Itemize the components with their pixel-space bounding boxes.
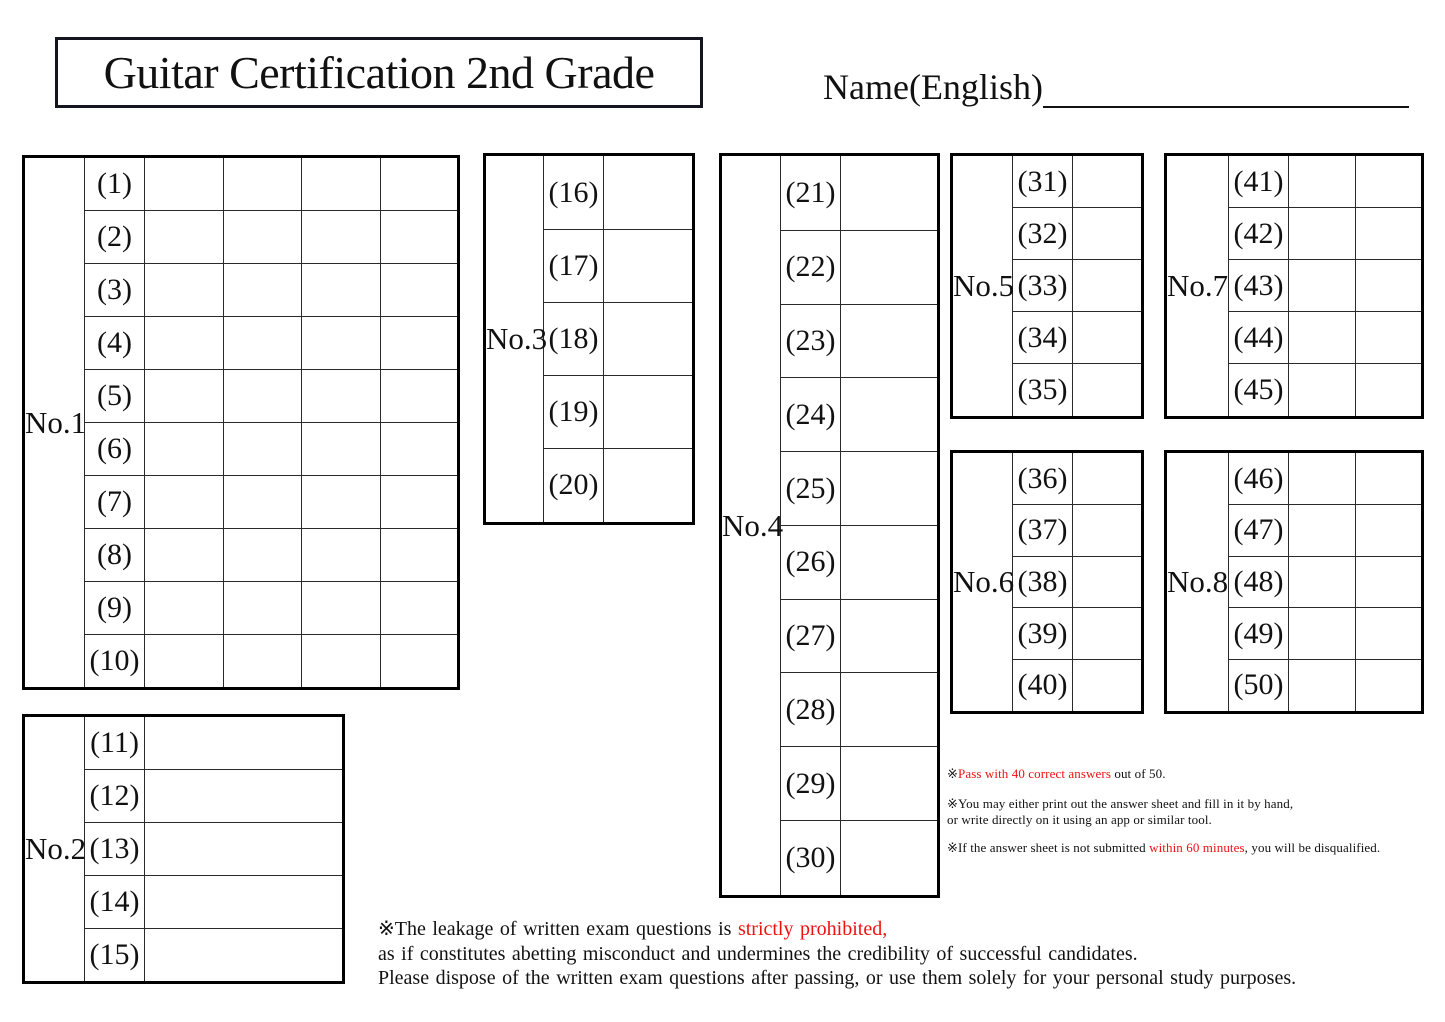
- question-number: (22): [781, 230, 841, 304]
- question-number: (33): [1013, 260, 1073, 312]
- answer-cell[interactable]: [302, 528, 381, 581]
- answer-cell[interactable]: [841, 599, 939, 673]
- name-input-line[interactable]: [1043, 72, 1409, 108]
- question-number: (8): [85, 528, 145, 581]
- answer-cell[interactable]: [841, 304, 939, 378]
- answer-cell[interactable]: [841, 155, 939, 231]
- answer-cell[interactable]: [302, 581, 381, 634]
- question-number: (42): [1229, 208, 1289, 260]
- answer-cell[interactable]: [604, 303, 694, 376]
- answer-cell[interactable]: [223, 264, 302, 317]
- note-fill-line1: ※You may either print out the answer sheet and fill in it by hand,: [947, 796, 1294, 811]
- answer-cell[interactable]: [145, 634, 224, 688]
- footer-line1: [378, 917, 1296, 942]
- question-number: (1): [85, 157, 145, 211]
- question-number: (10): [85, 634, 145, 688]
- answer-cell[interactable]: [145, 928, 344, 982]
- question-number: (16): [544, 155, 604, 230]
- note-time-prefix: ※If the answer sheet is not submitted: [947, 840, 1150, 855]
- answer-cell[interactable]: [1356, 608, 1423, 660]
- answer-grid: [1164, 153, 1424, 419]
- answer-cell[interactable]: [302, 157, 381, 211]
- footer-line2: as if constitutes abetting misconduct and undermines the credibility of successful candidates.: [378, 942, 1138, 965]
- answer-table-no3: [483, 153, 695, 525]
- answer-cell[interactable]: [1289, 556, 1356, 608]
- answer-cell[interactable]: [1289, 505, 1356, 557]
- question-number: (45): [1229, 364, 1289, 418]
- note-fill-line2: or write directly on it using an app or similar tool.: [947, 811, 1212, 827]
- table-label: No.8: [1166, 452, 1229, 713]
- answer-cell[interactable]: [145, 770, 344, 823]
- answer-cell[interactable]: [1356, 155, 1423, 208]
- answer-grid: [950, 153, 1144, 419]
- answer-cell[interactable]: [223, 422, 302, 475]
- answer-cell[interactable]: [1289, 208, 1356, 260]
- answer-cell[interactable]: [380, 581, 459, 634]
- answer-cell[interactable]: [223, 475, 302, 528]
- answer-cell[interactable]: [1356, 452, 1423, 505]
- question-number: (47): [1229, 505, 1289, 557]
- answer-grid: [719, 153, 940, 898]
- answer-table-no5: [950, 153, 1144, 419]
- table-label: No.6: [952, 452, 1013, 713]
- question-number: (24): [781, 378, 841, 452]
- question-number: (20): [544, 448, 604, 523]
- answer-cell[interactable]: [380, 528, 459, 581]
- answer-cell[interactable]: [380, 264, 459, 317]
- answer-cell[interactable]: [841, 378, 939, 452]
- answer-cell[interactable]: [1073, 312, 1143, 364]
- footer-line1-prefix: ※The leakage of written exam questions is: [378, 918, 738, 940]
- answer-cell[interactable]: [145, 317, 224, 370]
- answer-cell[interactable]: [145, 475, 224, 528]
- footer-warning: [378, 917, 1296, 991]
- answer-cell[interactable]: [145, 528, 224, 581]
- answer-cell[interactable]: [1356, 556, 1423, 608]
- answer-cell[interactable]: [223, 634, 302, 688]
- answer-cell[interactable]: [380, 317, 459, 370]
- note-time-suffix: , you will be disqualified.: [1244, 840, 1381, 855]
- answer-cell[interactable]: [223, 317, 302, 370]
- answer-cell[interactable]: [841, 525, 939, 599]
- answer-cell[interactable]: [1073, 659, 1143, 712]
- answer-cell[interactable]: [380, 211, 459, 264]
- question-number: (40): [1013, 659, 1073, 712]
- answer-table-no8: [1164, 450, 1424, 714]
- question-number: (43): [1229, 260, 1289, 312]
- question-number: (13): [85, 823, 145, 876]
- answer-cell[interactable]: [145, 264, 224, 317]
- question-number: (2): [85, 211, 145, 264]
- answer-cell[interactable]: [145, 875, 344, 928]
- answer-cell[interactable]: [1073, 608, 1143, 660]
- name-field: [823, 68, 1409, 108]
- question-number: (17): [544, 230, 604, 303]
- answer-table-no2: [22, 714, 345, 984]
- answer-cell[interactable]: [604, 230, 694, 303]
- question-number: (50): [1229, 659, 1289, 712]
- question-number: (44): [1229, 312, 1289, 364]
- question-number: (15): [85, 928, 145, 982]
- question-number: (18): [544, 303, 604, 376]
- note-pass-suffix: out of 50.: [1111, 766, 1166, 781]
- question-number: (37): [1013, 505, 1073, 557]
- table-label: No.4: [721, 155, 781, 897]
- question-number: (4): [85, 317, 145, 370]
- table-label: No.7: [1166, 155, 1229, 418]
- note-pass-requirement: [947, 766, 1166, 782]
- question-number: (19): [544, 375, 604, 448]
- question-number: (12): [85, 770, 145, 823]
- answer-cell[interactable]: [145, 370, 224, 423]
- question-number: (46): [1229, 452, 1289, 505]
- table-label: No.1: [24, 157, 85, 689]
- question-number: (14): [85, 875, 145, 928]
- name-label: Name(English): [823, 67, 1043, 107]
- answer-cell[interactable]: [604, 375, 694, 448]
- answer-cell[interactable]: [1289, 364, 1356, 418]
- question-number: (29): [781, 747, 841, 821]
- answer-cell[interactable]: [380, 634, 459, 688]
- question-number: (38): [1013, 556, 1073, 608]
- table-label: No.5: [952, 155, 1013, 418]
- question-number: (30): [781, 821, 841, 897]
- note-time-highlight: within 60 minutes: [1149, 840, 1245, 855]
- answer-cell[interactable]: [302, 317, 381, 370]
- answer-cell[interactable]: [223, 157, 302, 211]
- answer-table-no7: [1164, 153, 1424, 419]
- note-pass-highlight: Pass with 40 correct answers: [958, 766, 1111, 781]
- answer-cell[interactable]: [1073, 260, 1143, 312]
- question-number: (23): [781, 304, 841, 378]
- answer-table-no6: [950, 450, 1144, 714]
- answer-cell[interactable]: [841, 673, 939, 747]
- answer-cell[interactable]: [604, 448, 694, 523]
- answer-cell[interactable]: [1073, 208, 1143, 260]
- answer-grid: [483, 153, 695, 525]
- answer-cell[interactable]: [1356, 659, 1423, 712]
- answer-table-no4: [719, 153, 940, 898]
- answer-grid: [22, 714, 345, 984]
- answer-cell[interactable]: [1073, 364, 1143, 418]
- footer-line3: Please dispose of the written exam questions after passing, or use them solely for your personal study purposes.: [378, 967, 1297, 989]
- title-box: [55, 37, 703, 108]
- answer-grid: [1164, 450, 1424, 714]
- note-fill-instructions: [947, 796, 1293, 827]
- note-time-limit: [947, 840, 1380, 856]
- answer-cell[interactable]: [841, 747, 939, 821]
- answer-cell[interactable]: [1073, 505, 1143, 557]
- answer-cell[interactable]: [145, 581, 224, 634]
- answer-cell[interactable]: [1289, 155, 1356, 208]
- answer-cell[interactable]: [145, 157, 224, 211]
- question-number: (9): [85, 581, 145, 634]
- answer-cell[interactable]: [302, 370, 381, 423]
- answer-cell[interactable]: [1073, 556, 1143, 608]
- answer-cell[interactable]: [145, 823, 344, 876]
- question-number: (28): [781, 673, 841, 747]
- answer-cell[interactable]: [1356, 505, 1423, 557]
- answer-cell[interactable]: [1356, 208, 1423, 260]
- answer-cell[interactable]: [302, 264, 381, 317]
- answer-cell[interactable]: [1356, 312, 1423, 364]
- answer-cell[interactable]: [145, 422, 224, 475]
- question-number: (25): [781, 452, 841, 526]
- answer-cell[interactable]: [302, 422, 381, 475]
- answer-cell[interactable]: [1356, 364, 1423, 418]
- answer-cell[interactable]: [841, 230, 939, 304]
- answer-cell[interactable]: [302, 634, 381, 688]
- answer-cell[interactable]: [1289, 312, 1356, 364]
- table-label: No.2: [24, 716, 85, 983]
- answer-cell[interactable]: [1073, 452, 1143, 505]
- answer-cell[interactable]: [223, 581, 302, 634]
- answer-cell[interactable]: [223, 528, 302, 581]
- question-number: (7): [85, 475, 145, 528]
- question-number: (21): [781, 155, 841, 231]
- answer-cell[interactable]: [1289, 260, 1356, 312]
- question-number: (34): [1013, 312, 1073, 364]
- question-number: (41): [1229, 155, 1289, 208]
- answer-cell[interactable]: [380, 475, 459, 528]
- answer-cell[interactable]: [1073, 155, 1143, 208]
- question-number: (36): [1013, 452, 1073, 505]
- answer-cell[interactable]: [302, 475, 381, 528]
- question-number: (26): [781, 525, 841, 599]
- answer-cell[interactable]: [604, 155, 694, 230]
- page-title: Guitar Certification 2nd Grade: [103, 47, 655, 98]
- answer-cell[interactable]: [1289, 659, 1356, 712]
- answer-cell[interactable]: [223, 211, 302, 264]
- answer-grid: [22, 155, 460, 690]
- answer-cell[interactable]: [841, 821, 939, 897]
- answer-cell[interactable]: [1356, 260, 1423, 312]
- question-number: (48): [1229, 556, 1289, 608]
- question-number: (11): [85, 716, 145, 770]
- answer-cell[interactable]: [380, 370, 459, 423]
- question-number: (5): [85, 370, 145, 423]
- answer-cell[interactable]: [841, 452, 939, 526]
- question-number: (35): [1013, 364, 1073, 418]
- answer-cell[interactable]: [380, 422, 459, 475]
- answer-table-no1: [22, 155, 460, 690]
- question-number: (3): [85, 264, 145, 317]
- answer-cell[interactable]: [145, 211, 224, 264]
- question-number: (27): [781, 599, 841, 673]
- table-label: No.3: [485, 155, 544, 524]
- answer-cell[interactable]: [1289, 608, 1356, 660]
- question-number: (31): [1013, 155, 1073, 208]
- answer-cell[interactable]: [380, 157, 459, 211]
- question-number: (32): [1013, 208, 1073, 260]
- note-marker: ※: [947, 766, 958, 781]
- answer-cell[interactable]: [1289, 452, 1356, 505]
- footer-line1-highlight: strictly prohibited,: [737, 918, 888, 940]
- question-number: (39): [1013, 608, 1073, 660]
- answer-grid: [950, 450, 1144, 714]
- question-number: (49): [1229, 608, 1289, 660]
- question-number: (6): [85, 422, 145, 475]
- answer-cell[interactable]: [302, 211, 381, 264]
- answer-cell[interactable]: [145, 716, 344, 770]
- answer-cell[interactable]: [223, 370, 302, 423]
